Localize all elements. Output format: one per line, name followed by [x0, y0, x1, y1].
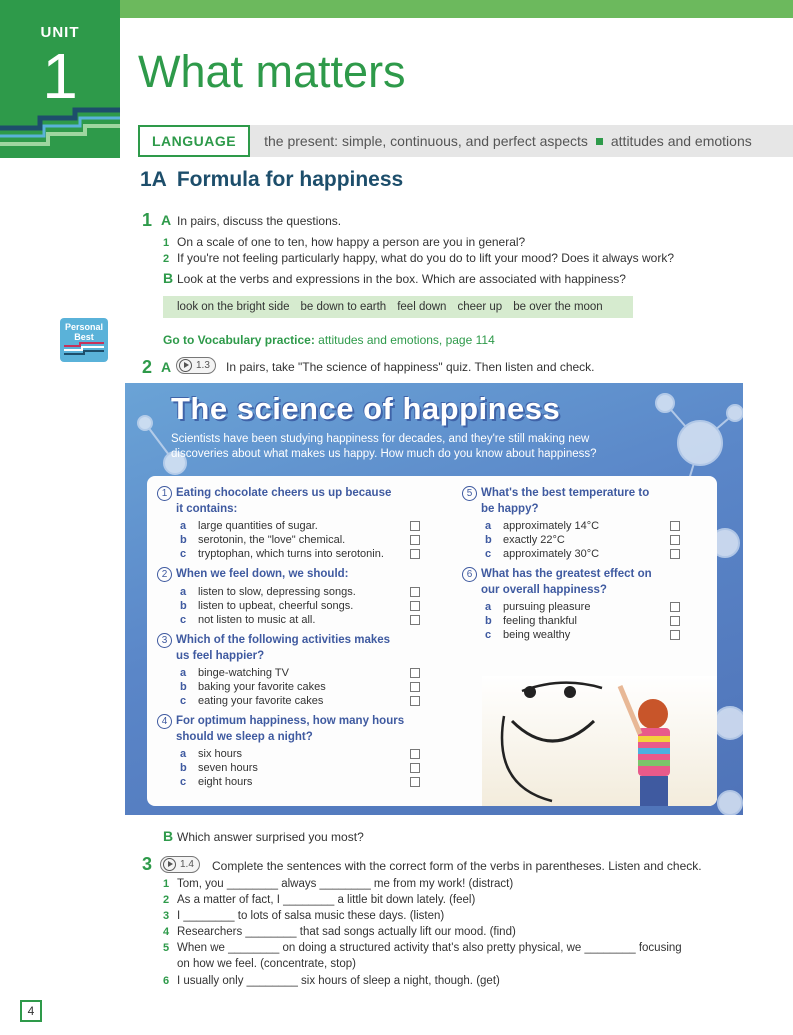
vocab-item: be down to earth: [300, 301, 387, 313]
exercise-2b-letter: B: [163, 828, 174, 844]
vocabulary-practice-link[interactable]: Go to Vocabulary practice: attitudes and emotions, page 114: [163, 333, 495, 347]
quiz-question-4-cont: should we sleep a night?: [176, 731, 313, 743]
exercise-3-item: 1 Tom, you ________ always ________ me from my work! (distract): [163, 878, 514, 890]
quiz-option: b listen to upbeat, cheerful songs.: [180, 600, 354, 612]
audio-track-1-4[interactable]: 1.4: [160, 856, 200, 874]
exercise-2-number: 2: [142, 357, 153, 377]
exercise-3-item: 5 When we ________ on doing a structured activity that's also pretty physical, we ________ focusing: [163, 942, 682, 954]
answer-checkbox[interactable]: [410, 749, 420, 759]
quiz-question-2: 2 When we feel down, we should:: [157, 567, 349, 582]
answer-checkbox[interactable]: [410, 587, 420, 597]
page-number: 4: [20, 1000, 42, 1022]
quiz-option: b serotonin, the "love" chemical.: [180, 534, 346, 546]
quiz-option: a six hours: [180, 748, 243, 760]
quiz-option: a pursuing pleasure: [485, 601, 591, 613]
quiz-option: a approximately 14°C: [485, 520, 600, 532]
exercise-3-item: 4 Researchers ________ that sad songs actually lift our mood. (find): [163, 926, 516, 938]
quiz-question-5-cont: be happy?: [481, 503, 539, 515]
quiz-option: b seven hours: [180, 762, 258, 774]
square-bullet-icon: [596, 138, 603, 145]
quiz-question-6-cont: our overall happiness?: [481, 584, 607, 596]
language-item-grammar: the present: simple, continuous, and perfect aspects: [264, 133, 588, 149]
section-heading: [140, 168, 403, 192]
exercise-3-item: 3 I ________ to lots of salsa music these days. (listen): [163, 910, 445, 922]
vocab-item: cheer up: [457, 301, 503, 313]
answer-checkbox[interactable]: [670, 616, 680, 626]
section-title: Formula for happiness: [176, 168, 404, 191]
personal-best-line2: Best: [74, 332, 94, 342]
exercise-1a-q2: 2 If you're not feeling particularly happy, what do you do to lift your mood? Does it always work?: [163, 251, 674, 265]
quiz-question-3: 3 Which of the following activities makes: [157, 633, 390, 648]
vocabulary-box: [163, 296, 633, 318]
answer-checkbox[interactable]: [410, 615, 420, 625]
answer-checkbox[interactable]: [410, 549, 420, 559]
exercise-3-item: 6 I usually only ________ six hours of sleep a night, though. (get): [163, 975, 500, 987]
answer-checkbox[interactable]: [410, 682, 420, 692]
personal-best-line1: Personal: [64, 322, 104, 332]
exercise-1a-q1: 1 On a scale of one to ten, how happy a person are you in general?: [163, 235, 526, 249]
play-icon: [179, 359, 192, 372]
personal-best-logo: [60, 318, 108, 362]
quiz-option: b feeling thankful: [485, 615, 577, 627]
quiz-option: c tryptophan, which turns into serotonin.: [180, 548, 384, 560]
vocab-item: be over the moon: [513, 301, 603, 313]
smiley-face-drawing: [482, 676, 717, 806]
quiz-question-4: 4 For optimum happiness, how many hours: [157, 714, 404, 729]
exercise-1b-letter: B: [163, 270, 174, 286]
top-green-bar: [120, 0, 793, 18]
quiz-option: a listen to slow, depressing songs.: [180, 586, 356, 598]
answer-checkbox[interactable]: [670, 602, 680, 612]
quiz-question-3-cont: us feel happier?: [176, 650, 265, 662]
quiz-option: b baking your favorite cakes: [180, 681, 326, 693]
exercise-3-item: 2 As a matter of fact, I ________ a little bit down lately. (feel): [163, 894, 476, 906]
exercise-1a-text: In pairs, discuss the questions.: [177, 214, 342, 228]
quiz-question-1-cont: it contains:: [176, 503, 238, 515]
quiz-question-5: 5 What's the best temperature to: [462, 486, 649, 501]
language-bar: [138, 125, 793, 157]
exercise-2a-text: In pairs, take "The science of happiness" quiz. Then listen and check.: [226, 360, 595, 374]
exercise-3-instruction: Complete the sentences with the correct form of the verbs in parentheses. Listen and check.: [212, 859, 702, 873]
vocab-item: look on the bright side: [177, 301, 290, 313]
answer-checkbox[interactable]: [410, 535, 420, 545]
exercise-3-item-cont: on how we feel. (concentrate, stop): [177, 958, 356, 970]
quiz-option: c not listen to music at all.: [180, 614, 316, 626]
unit-number: 1: [42, 40, 78, 112]
quiz-intro: Scientists have been studying happiness for decades, and they're still making new discoveries about what makes us happy. How much do you know about happiness?: [171, 433, 597, 460]
language-items: [264, 133, 752, 149]
answer-checkbox[interactable]: [410, 521, 420, 531]
unit-label: UNIT: [40, 24, 80, 41]
quiz-title: The science of happiness: [171, 391, 561, 426]
smiley-illustration: [482, 676, 717, 806]
exercise-2b-text: Which answer surprised you most?: [177, 830, 364, 844]
quiz-option: c eating your favorite cakes: [180, 695, 324, 707]
page-title: What matters: [138, 46, 406, 97]
quiz-option: a large quantities of sugar.: [180, 520, 318, 532]
quiz-panel: [125, 383, 743, 815]
answer-checkbox[interactable]: [670, 630, 680, 640]
answer-checkbox[interactable]: [670, 521, 680, 531]
exercise-1-number: 1: [142, 210, 153, 230]
quiz-option: b exactly 22°C: [485, 534, 565, 546]
answer-checkbox[interactable]: [410, 763, 420, 773]
quiz-question-1: 1 Eating chocolate cheers us up because: [157, 486, 391, 501]
play-icon: [163, 858, 176, 871]
language-item-vocabulary: attitudes and emotions: [610, 133, 752, 149]
vocab-item: feel down: [397, 301, 447, 313]
section-code: 1A: [140, 168, 167, 191]
quiz-option: c being wealthy: [485, 629, 571, 641]
answer-checkbox[interactable]: [670, 549, 680, 559]
answer-checkbox[interactable]: [410, 601, 420, 611]
quiz-option: c approximately 30°C: [485, 548, 600, 560]
unit-stripes-decoration: [0, 100, 120, 158]
answer-checkbox[interactable]: [410, 668, 420, 678]
exercise-1b-text: Look at the verbs and expressions in the box. Which are associated with happiness?: [177, 272, 626, 286]
exercise-1a-letter: A: [161, 212, 172, 228]
quiz-option: a binge-watching TV: [180, 667, 289, 679]
answer-checkbox[interactable]: [670, 535, 680, 545]
exercise-2a-letter: A: [161, 359, 172, 375]
language-tag: LANGUAGE: [138, 125, 250, 157]
quiz-card: [147, 476, 717, 806]
quiz-option: c eight hours: [180, 776, 253, 788]
personal-best-stripes-icon: [64, 342, 104, 356]
audio-track-1-3[interactable]: 1.3: [176, 357, 216, 375]
exercise-3-number: 3: [142, 854, 153, 874]
answer-checkbox[interactable]: [410, 777, 420, 787]
answer-checkbox[interactable]: [410, 696, 420, 706]
quiz-question-6: 6 What has the greatest effect on: [462, 567, 652, 582]
unit-badge: [0, 0, 120, 158]
